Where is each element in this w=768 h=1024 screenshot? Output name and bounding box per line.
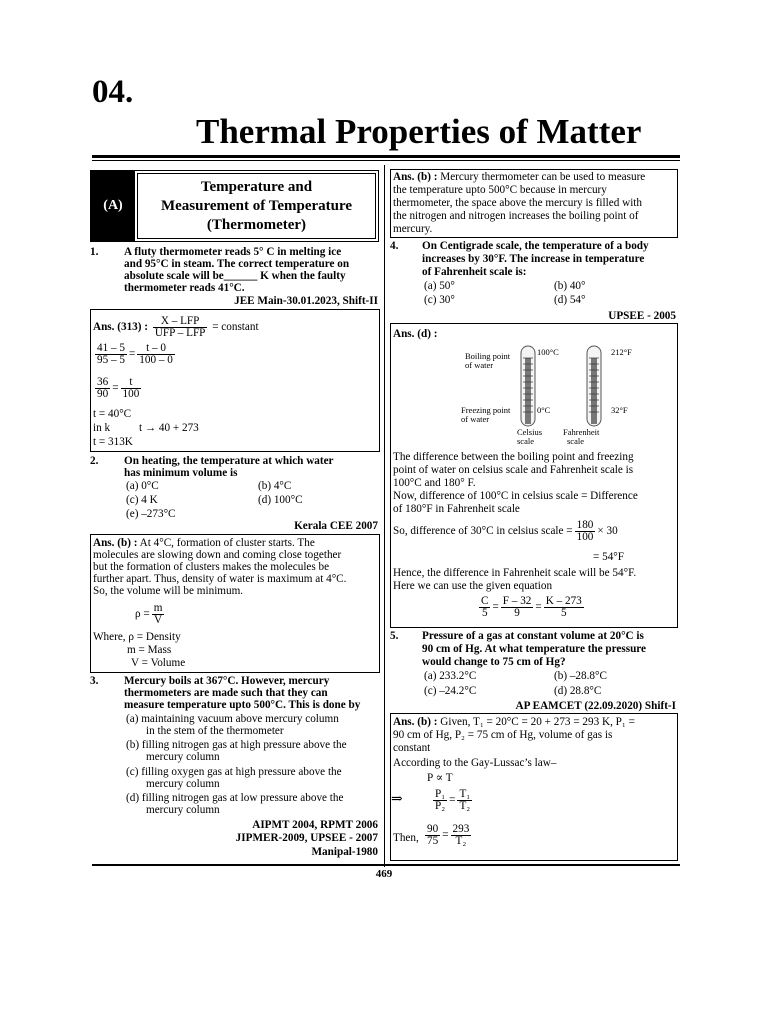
q1-text: thermometer reads 41°C.: [124, 282, 245, 294]
q5-text: Pressure of a gas at constant volume at 20°C is: [422, 630, 644, 642]
q2-text: On heating, the temperature at which water: [124, 455, 334, 467]
answer-line: t = 40°C: [93, 408, 132, 420]
answer-label: Ans. (d) :: [393, 328, 438, 340]
q5-text: 90 cm of Hg. At what temperature the pressure: [422, 643, 647, 655]
answer-line: Hence, the difference in Fahrenheit scale will be 54°F.: [393, 567, 637, 579]
answer-line: t → 40 + 273: [139, 422, 199, 434]
answer-label: Ans. (b) :: [393, 171, 438, 183]
q5-text: would change to 75 cm of Hg?: [422, 656, 566, 668]
q3-option: in the stem of the thermometer: [146, 725, 284, 737]
answer-label: Ans. (313) :: [93, 321, 149, 334]
answer-line: 90 cm of Hg, P₂ = 75 cm of Hg, volume of gas is: [393, 729, 613, 741]
section-letter: (A): [91, 171, 135, 241]
column-divider: [384, 165, 385, 867]
q2-option: (e) –273°C: [126, 508, 176, 520]
footer-rule: [92, 864, 680, 866]
q4-text: On Centigrade scale, the temperature of a body: [422, 240, 649, 252]
q5-source: AP EAMCET (22.09.2020) Shift-I: [515, 700, 676, 712]
q3-text: thermometers are made such that they can: [124, 687, 328, 699]
q5-option: (a) 233.2°C: [424, 670, 477, 682]
answer-line: Where, ρ = Density: [93, 631, 181, 643]
title-rule-thick: [92, 155, 680, 158]
answer-line: m = Mass: [127, 644, 172, 656]
q1-text: absolute scale will be______ K when the faulty: [124, 270, 346, 282]
q4-option: (c) 30°: [424, 294, 455, 306]
answer-line: V = Volume: [131, 657, 186, 669]
q2-text: has minimum volume is: [124, 467, 238, 479]
answer-label: Ans. (b) :: [393, 716, 438, 728]
answer-line: point of water on celsius scale and Fahrenheit scale is: [393, 464, 634, 476]
q2-number: 2.: [90, 455, 99, 467]
q3-text: measure temperature upto 500°C. This is done by: [124, 699, 361, 711]
q5-number: 5.: [390, 630, 399, 642]
temperature-equation: $\frac{C}{5}$ = $\frac{F - 32}{9}$ = $\frac{K - 273}{5}$: [481, 595, 582, 619]
answer-4-box: Ans. (d) : Boiling point of water Freezing point of water 100°C 0°C 212°F 32°F Celsius scale Fahrenheit scale The difference between the boiling point and freezing point of water on celsius scale and Fahrenheit scale is 100°C and 180° F. Now, difference of 100°C in celsius scale = Difference of 180°F in Fahrenheit scale So, difference of 30°C in celsius scale = $\frac{180}{100}$ × 30 = 54°F Hence, the difference in Fahrenheit scale will be 54°F. Here we can use the given equation $\frac{C}{5}$ = $\frac{F - 32}{9}$ = $\frac{K - 273}{5}$: [390, 323, 678, 628]
answer-line: in k: [93, 422, 111, 434]
implies-icon: ⇒: [391, 792, 403, 807]
q5-option: (b) –28.8°C: [554, 670, 607, 682]
q4-number: 4.: [390, 240, 399, 252]
section-title: Temperature and Measurement of Temperature (Thermometer): [137, 173, 376, 239]
answer-line: further apart. Thus, density of water is maximum at 4°C.: [93, 573, 347, 585]
answer-2-box: Ans. (b) : At 4°C, formation of cluster starts. The molecules are slowing down and coming close together but the formation of clusters makes the molecules be further apart. Thus, density of water is maximum at 4°C. So, the volume will be minimum. ρ = $\frac{m}{V}$ Where, ρ = Density m = Mass V = Volume: [90, 534, 380, 673]
q3-option: mercury column: [146, 804, 220, 816]
q4-option: (a) 50°: [424, 280, 455, 292]
q3-option: (d) filling nitrogen gas at low pressure above the: [126, 792, 344, 804]
q3-source: Manipal-1980: [311, 846, 378, 858]
q3-number: 3.: [90, 675, 99, 687]
q1-text: and 95°C in steam. The correct temperature on: [124, 258, 350, 270]
q3-source: AIPMT 2004, RPMT 2006: [252, 819, 378, 831]
q4-option: (d) 54°: [554, 294, 586, 306]
answer-line: molecules are slowing down and coming close together: [93, 549, 342, 561]
answer-label: Ans. (b) :: [93, 537, 138, 549]
chapter-number: 04.: [92, 74, 134, 110]
q2-option: (a) 0°C: [126, 480, 159, 492]
q2-option: (d) 100°C: [258, 494, 303, 506]
answer-line: The difference between the boiling point and freezing: [393, 451, 634, 463]
answer-line: the temperature upto 500°C because in mercury: [393, 184, 607, 196]
q5-option: (d) 28.8°C: [554, 685, 602, 697]
section-header: [90, 170, 379, 242]
q3-option: (a) maintaining vacuum above mercury column: [126, 713, 339, 725]
answer-line: = 54°F: [593, 551, 624, 563]
q2-option: (b) 4°C: [258, 480, 292, 492]
answer-5-box: Ans. (b) : Given, T₁ = 20°C = 20 + 273 = 293 K, P₁ = 90 cm of Hg, P₂ = 75 cm of Hg, volume of gas is constant According to the Gay-Lussac’s law– P ∝ T ⇒ $\frac{\text{P₁}}{\text{P₂}}$ = $\frac{\text{T₁}}{\text{T₂}}$ Then, $\frac{90}{75}$ = $\frac{293}{\text{T₂}}$: [390, 713, 678, 861]
q3-option: (b) filling nitrogen gas at high pressure above the: [126, 739, 347, 751]
answer-line: According to the Gay-Lussac’s law–: [393, 757, 557, 769]
q5-option: (c) –24.2°C: [424, 685, 477, 697]
answer-line: Here we can use the given equation: [393, 580, 553, 592]
thermometer-tubes-icon: [517, 344, 613, 430]
chapter-title: Thermal Properties of Matter: [196, 112, 642, 151]
q1-number: 1.: [90, 246, 99, 258]
answer-3-box: Ans. (b) : Mercury thermometer can be used to measure the temperature upto 500°C because in mercury thermometer, the space above the mercury is filled with the nitrogen and nitrogen increases the boiling point of mercury.: [390, 169, 678, 238]
q1-text: A fluty thermometer reads 5° C in melting ice: [124, 246, 342, 258]
q4-source: UPSEE - 2005: [608, 310, 676, 322]
page-number: 469: [375, 868, 393, 880]
q3-text: Mercury boils at 367°C. However, mercury: [124, 675, 330, 687]
q3-option: mercury column: [146, 778, 220, 790]
q2-option: (c) 4 K: [126, 494, 158, 506]
q3-option: mercury column: [146, 751, 220, 763]
q4-text: of Fahrenheit scale is:: [422, 266, 527, 278]
answer-line: t = 313K: [93, 436, 133, 448]
answer-line: So, the volume will be minimum.: [93, 585, 244, 597]
q3-option: (c) filling oxygen gas at high pressure above the: [126, 766, 342, 778]
answer-line: mercury.: [393, 223, 433, 235]
thermometer-figure: Boiling point of water Freezing point of water 100°C 0°C 212°F 32°F Celsius scale Fahrenheit scale: [461, 342, 621, 450]
q1-source: JEE Main-30.01.2023, Shift-II: [234, 295, 378, 307]
answer-1-box: Ans. (313) : $\frac{\text{X – LFP}}{\text{UFP – LFP}}$ = constant $\frac{41 - 5}{95 - 5}$ = $\frac{t - 0}{100 - 0}$ $\frac{36}{90}$ = $\frac{t}{100}$ t = 40°C in k t → 40 + 273 t = 313K: [90, 309, 380, 452]
answer-line: but the formation of clusters makes the molecules be: [93, 561, 330, 573]
answer-line: P ∝ T: [427, 772, 453, 784]
answer-line: constant: [393, 742, 431, 754]
q4-text: increases by 30°F. The increase in temperature: [422, 253, 645, 265]
q4-option: (b) 40°: [554, 280, 586, 292]
q2-source: Kerala CEE 2007: [294, 520, 378, 532]
answer-line: 100°C and 180° F.: [393, 477, 476, 489]
answer-line: thermometer, the space above the mercury is filled with: [393, 197, 643, 209]
answer-line: Then,: [393, 832, 419, 844]
answer-line: the nitrogen and nitrogen increases the boiling point of: [393, 210, 639, 222]
q3-source: JIPMER-2009, UPSEE - 2007: [235, 832, 378, 844]
title-rule-thin: [92, 160, 680, 161]
answer-line: Now, difference of 100°C in celsius scale = Difference: [393, 490, 638, 502]
answer-line: of 180°F in Fahrenheit scale: [393, 503, 520, 515]
